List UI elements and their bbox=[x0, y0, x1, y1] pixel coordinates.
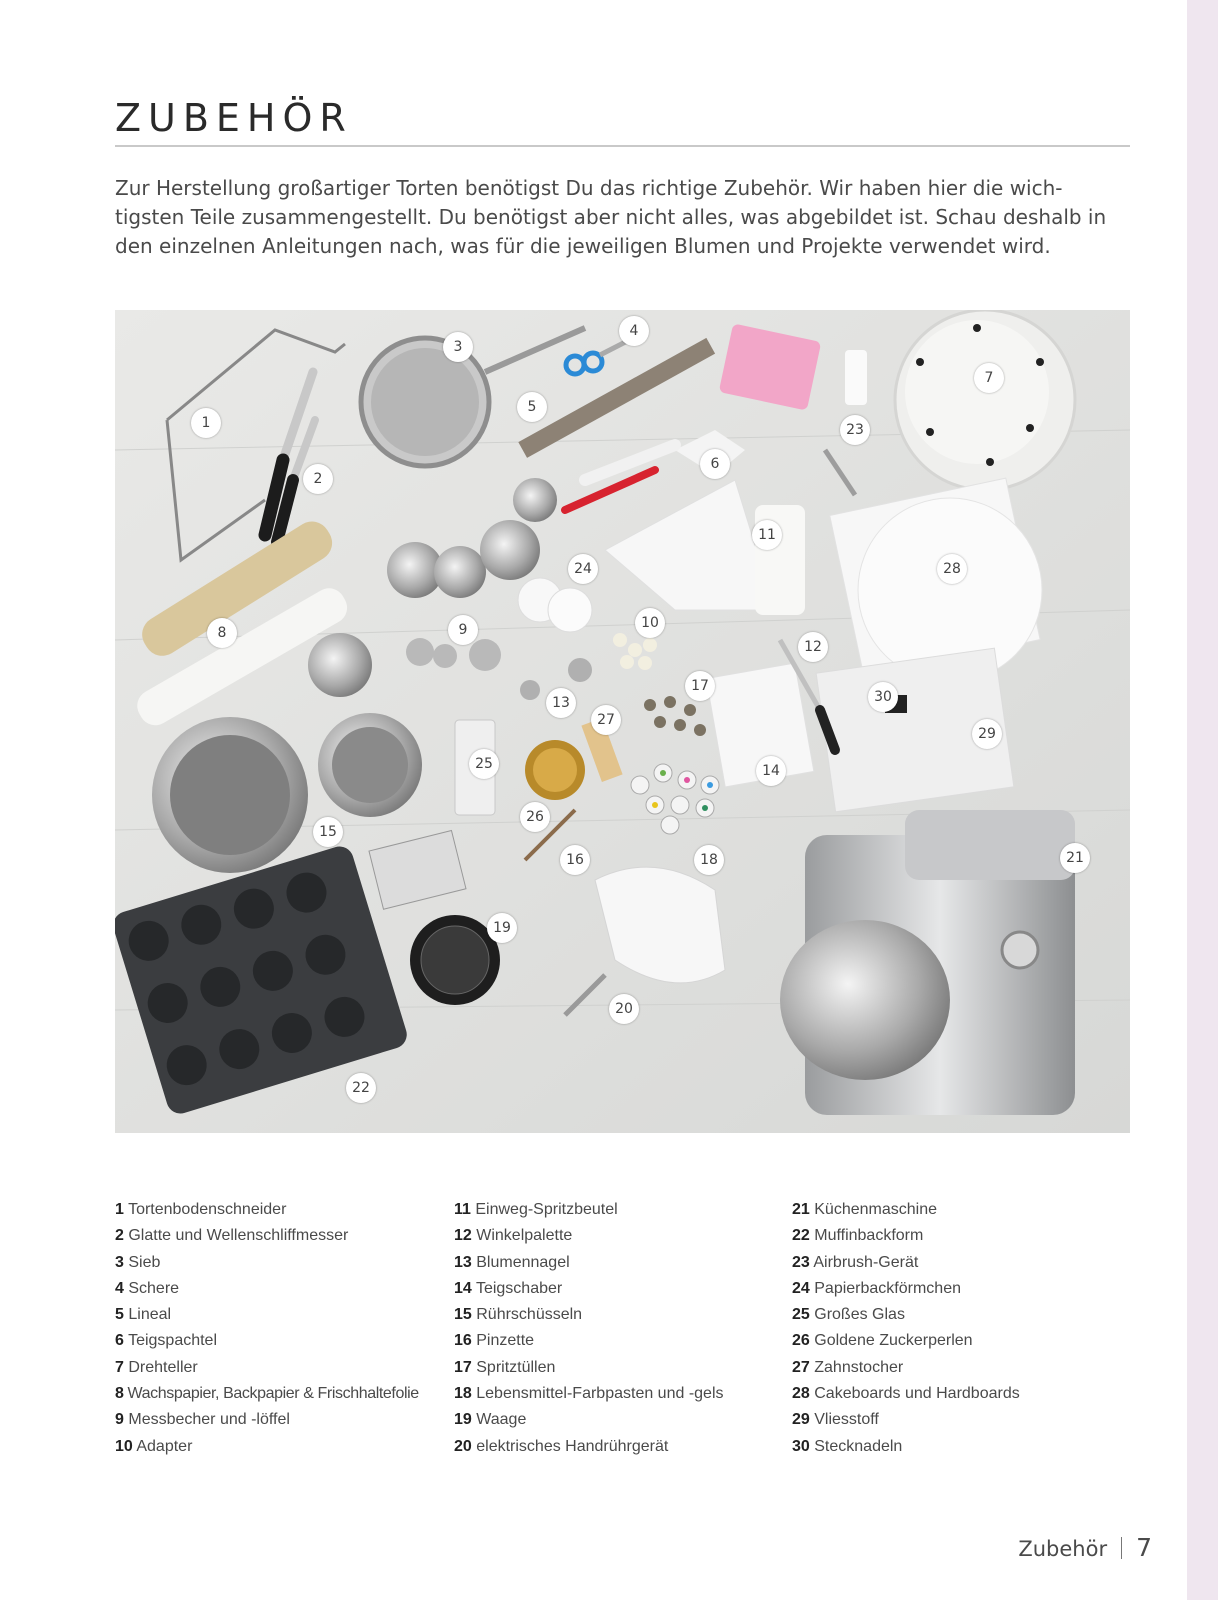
photo-marker-27: 27 bbox=[591, 705, 621, 735]
photo-marker-7: 7 bbox=[974, 363, 1004, 393]
legend-item-22: 22 Muffinbackform bbox=[792, 1227, 924, 1245]
legend-item-28: 28 Cakeboards und Hardboards bbox=[792, 1385, 1020, 1403]
legend-item-14: 14 Teigschaber bbox=[454, 1279, 563, 1297]
legend-column-2 bbox=[454, 1197, 724, 1460]
legend-item-25: 25 Großes Glas bbox=[792, 1306, 905, 1324]
legend-item-1: 1 Tortenbodenschneider bbox=[115, 1201, 287, 1218]
footer-separator bbox=[1121, 1537, 1122, 1559]
legend-item-12: 12 Winkelpalette bbox=[454, 1227, 573, 1245]
photo-marker-14: 14 bbox=[756, 756, 786, 786]
footer-section-title: Zubehör bbox=[1018, 1537, 1108, 1561]
photo-marker-25: 25 bbox=[469, 749, 499, 779]
photo-marker-10: 10 bbox=[635, 608, 665, 638]
legend-item-3: 3 Sieb bbox=[115, 1253, 161, 1271]
legend-item-11: 11 Einweg-Spritzbeutel bbox=[454, 1201, 618, 1218]
legend-item-24: 24 Papierbackförmchen bbox=[792, 1279, 961, 1297]
page-title: ZUBEHÖR bbox=[115, 96, 353, 140]
legend-item-16: 16 Pinzette bbox=[454, 1332, 535, 1350]
legend-item-18: 18 Lebensmittel-Farbpasten und -gels bbox=[454, 1385, 724, 1403]
photo-marker-3: 3 bbox=[443, 332, 473, 362]
photo-marker-21: 21 bbox=[1060, 843, 1090, 873]
legend-item-30: 30 Stecknadeln bbox=[792, 1437, 903, 1455]
photo-marker-22: 22 bbox=[346, 1073, 376, 1103]
photo-marker-19: 19 bbox=[487, 913, 517, 943]
legend-item-17: 17 Spritztüllen bbox=[454, 1358, 556, 1376]
equipment-photo bbox=[115, 310, 1130, 1133]
photo-marker-12: 12 bbox=[798, 632, 828, 662]
photo-marker-18: 18 bbox=[694, 845, 724, 875]
photo-marker-20: 20 bbox=[609, 994, 639, 1024]
legend-item-6: 6 Teigspachtel bbox=[115, 1332, 218, 1350]
photo-marker-15: 15 bbox=[313, 817, 343, 847]
photo-marker-29: 29 bbox=[972, 719, 1002, 749]
legend-item-21: 21 Küchenmaschine bbox=[792, 1201, 937, 1218]
legend-item-7: 7 Drehteller bbox=[115, 1358, 198, 1376]
legend-item-13: 13 Blumennagel bbox=[454, 1253, 570, 1271]
legend-item-4: 4 Schere bbox=[115, 1279, 180, 1297]
photo-marker-9: 9 bbox=[448, 615, 478, 645]
legend-column-3 bbox=[792, 1197, 1020, 1460]
page-footer bbox=[1018, 1533, 1152, 1562]
intro-line-1: Zur Herstellung großartiger Torten benötigst Du das richtige Zubehör. Wir haben hier die wich- bbox=[115, 176, 1063, 200]
photo-marker-28: 28 bbox=[937, 554, 967, 584]
photo-marker-17: 17 bbox=[685, 671, 715, 701]
legend-item-5: 5 Lineal bbox=[115, 1306, 172, 1324]
legend-item-26: 26 Goldene Zuckerperlen bbox=[792, 1332, 973, 1350]
page-edge-color-band bbox=[1187, 0, 1218, 1600]
page-number: 7 bbox=[1136, 1533, 1152, 1562]
photo-marker-24: 24 bbox=[568, 554, 598, 584]
legend-item-10: 10 Adapter bbox=[115, 1437, 193, 1455]
photo-marker-6: 6 bbox=[700, 449, 730, 479]
legend-item-27: 27 Zahnstocher bbox=[792, 1358, 904, 1376]
legend-item-20: 20 elektrisches Handrührgerät bbox=[454, 1437, 669, 1455]
photo-marker-16: 16 bbox=[560, 845, 590, 875]
legend-item-19: 19 Waage bbox=[454, 1411, 527, 1429]
legend-item-9: 9 Messbecher und -löffel bbox=[115, 1411, 290, 1429]
legend-item-8: 8 Wachspapier, Backpapier & Frischhaltefolie bbox=[115, 1385, 419, 1403]
legend-item-15: 15 Rührschüsseln bbox=[454, 1306, 583, 1324]
intro-paragraph bbox=[115, 174, 1135, 261]
photo-marker-23: 23 bbox=[840, 415, 870, 445]
photo-marker-5: 5 bbox=[517, 392, 547, 422]
legend-item-29: 29 Vliesstoff bbox=[792, 1411, 879, 1429]
legend-item-23: 23 Airbrush-Gerät bbox=[792, 1253, 919, 1271]
title-divider bbox=[115, 145, 1130, 147]
photo-marker-11: 11 bbox=[752, 520, 782, 550]
photo-marker-13: 13 bbox=[546, 688, 576, 718]
intro-line-2: tigsten Teile zusammengestellt. Du benötigst aber nicht alles, was abgebildet ist. Schau deshalb in bbox=[115, 205, 1107, 229]
photo-marker-8: 8 bbox=[207, 618, 237, 648]
intro-line-3: den einzelnen Anleitungen nach, was für die jeweiligen Blumen und Projekte verwendet wird. bbox=[115, 234, 1051, 258]
legend-column-1 bbox=[115, 1197, 419, 1460]
photo-marker-4: 4 bbox=[619, 316, 649, 346]
photo-marker-2: 2 bbox=[303, 464, 333, 494]
photo-marker-1: 1 bbox=[191, 408, 221, 438]
photo-marker-26: 26 bbox=[520, 802, 550, 832]
legend-item-2: 2 Glatte und Wellenschliffmesser bbox=[115, 1227, 349, 1245]
photo-marker-30: 30 bbox=[868, 682, 898, 712]
